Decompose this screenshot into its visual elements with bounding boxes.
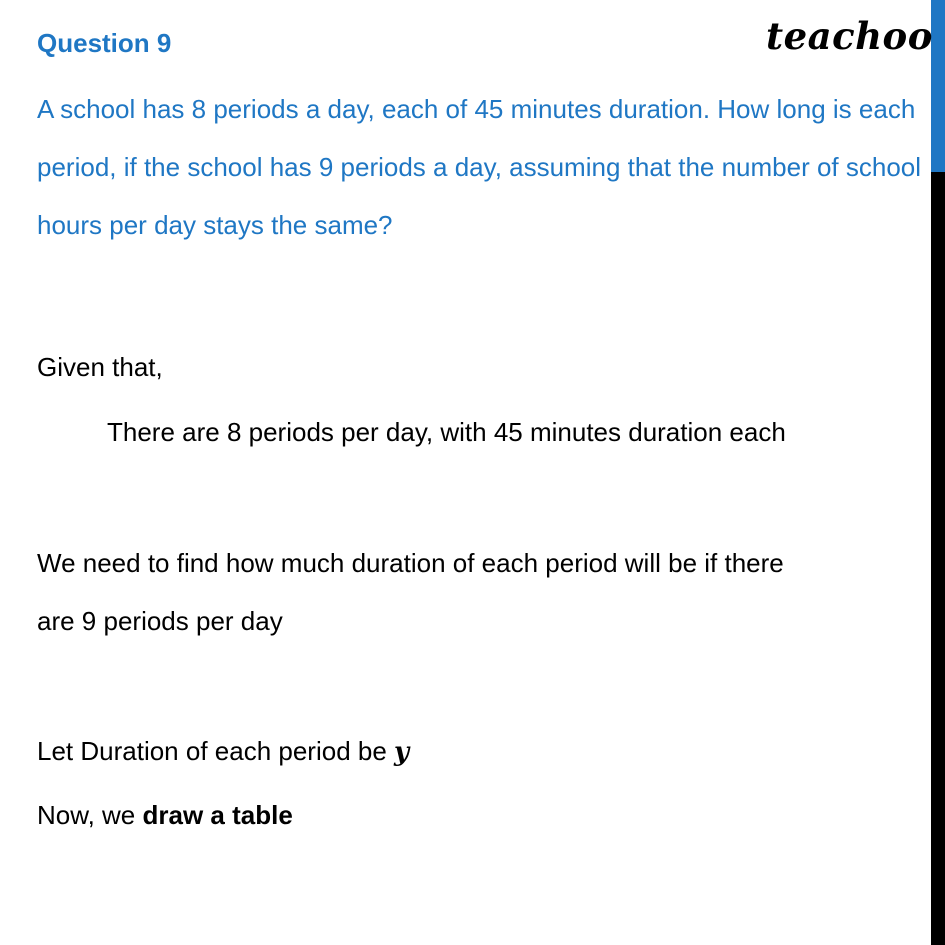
now-statement-bold: draw a table <box>142 800 293 830</box>
let-statement <box>37 734 409 769</box>
now-statement <box>37 798 293 832</box>
question-text: A school has 8 periods a day, each of 45 minutes duration. How long is each period, if the school has 9 periods a day, assuming that the number of school hours per day stays the same? <box>37 94 922 240</box>
find-statement-line-2: are 9 periods per day <box>37 606 283 636</box>
right-edge-bar <box>931 0 945 945</box>
teachoo-logo: teachoo <box>766 14 933 58</box>
given-label: Given that, <box>37 352 163 382</box>
variable-y: y <box>394 737 410 767</box>
let-statement-text: Let Duration of each period be <box>37 736 395 766</box>
right-edge-accent <box>931 0 945 172</box>
given-detail: There are 8 periods per day, with 45 minutes duration each <box>107 417 786 447</box>
question-title: Question 9 <box>37 28 172 58</box>
find-statement-line-1: We need to find how much duration of each period will be if there <box>37 548 784 578</box>
now-statement-text: Now, we <box>37 800 143 830</box>
